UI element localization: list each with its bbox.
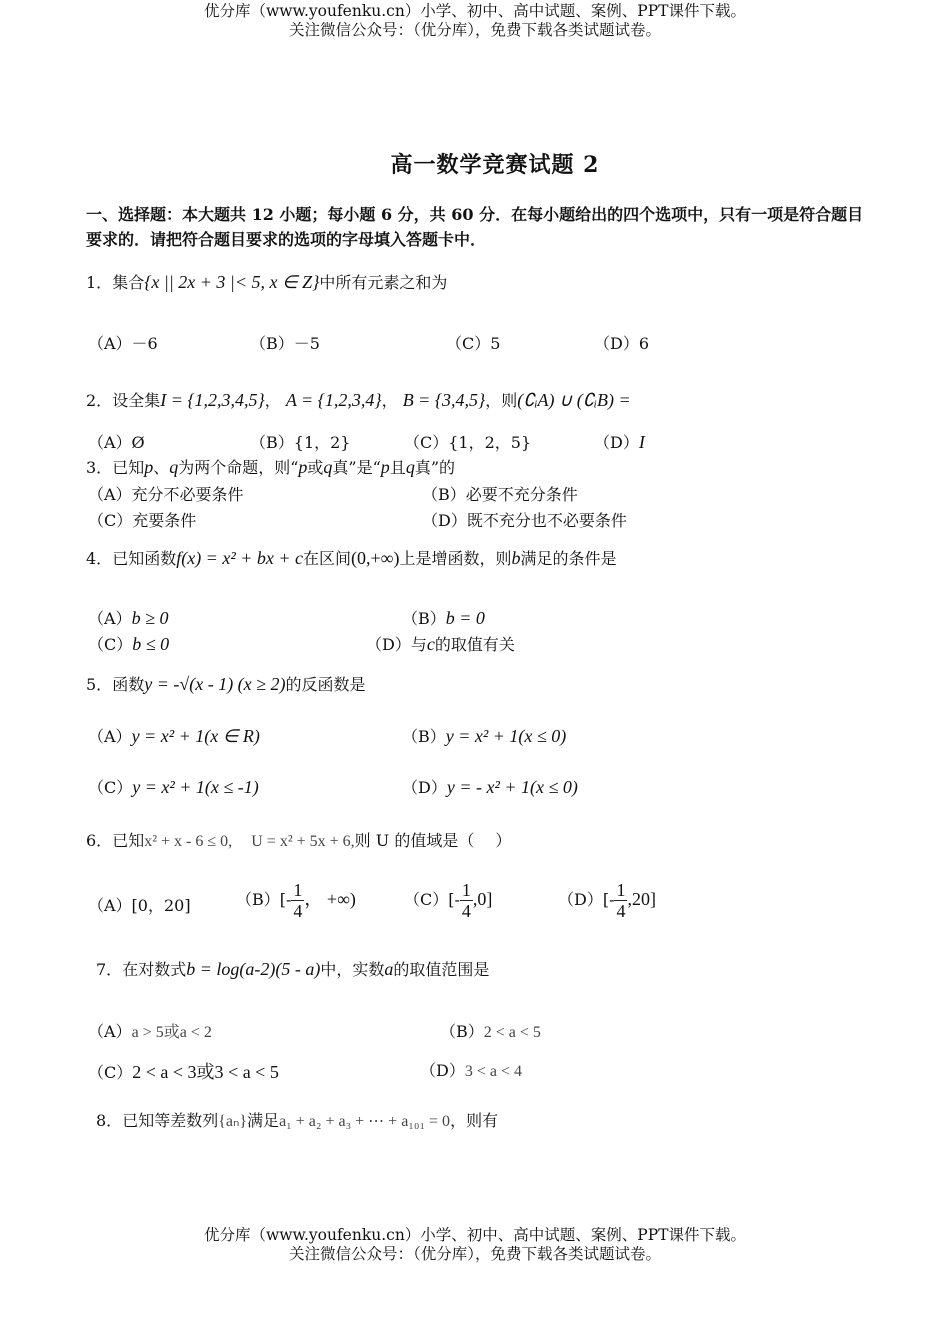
- q2-separator-2: ，: [381, 391, 398, 410]
- q7-option-a: [88, 1019, 212, 1042]
- q8-number: 8．: [96, 1111, 123, 1130]
- q5-option-d: [402, 775, 578, 798]
- q4-option-a-math: b ≥ 0: [131, 608, 169, 628]
- q7-option-b: [440, 1019, 541, 1042]
- q5-option-c-label: （C）: [88, 778, 133, 797]
- q4-suffix-a: 上是增函数，则: [399, 549, 512, 568]
- q4-interval: (0,+∞): [351, 548, 400, 568]
- q6-option-b-tail: ， +∞): [304, 889, 356, 909]
- q7-prefix: 在对数式: [122, 960, 187, 979]
- q2-then: ，则: [485, 391, 518, 410]
- q5-option-b-label: （B）: [402, 727, 446, 746]
- q5-option-b: [402, 724, 566, 747]
- q8-sequence: {aₙ}: [218, 1113, 248, 1130]
- q1-number: 1．: [86, 273, 113, 292]
- q8-suffix: ，则有: [450, 1111, 499, 1130]
- q3-option-c: （C）充要条件: [88, 511, 197, 530]
- q2-set-i: I = {1,2,3,4,5}: [160, 390, 265, 410]
- q4-option-c-math: b ≤ 0: [132, 634, 170, 654]
- q2-prefix: 设全集: [112, 391, 161, 410]
- q2-set-a: A = {1,2,3,4}: [285, 390, 382, 410]
- header-line-1: 优分库（www.youfenku.cn）小学、初中、高中试题、案例、PPT课件下载。: [203, 2, 747, 20]
- page-footer: [0, 1226, 950, 1264]
- q3-option-d: （D）既不充分也不必要条件: [422, 511, 627, 530]
- q1-option-c: （C）5: [446, 334, 501, 353]
- q4-option-b-label: （B）: [402, 609, 446, 628]
- q7-option-a-label: （A）: [88, 1022, 132, 1041]
- q6-option-c-tail: ,0]: [472, 889, 493, 909]
- q4-suffix-b: 满足的条件是: [520, 549, 617, 568]
- q7-number: 7．: [96, 960, 123, 979]
- q7-option-c-label: （C）: [88, 1063, 133, 1082]
- q1-option-a: （A）－6: [88, 334, 158, 353]
- q3-number: 3．: [86, 458, 113, 477]
- q6-option-b-numerator: 1: [293, 880, 303, 900]
- q5-option-b-math: y = x² + 1(x ≤ 0): [445, 726, 567, 746]
- q3-text-e: 真”是“: [332, 458, 381, 477]
- q3-p-2: p: [298, 457, 308, 477]
- question-7: [96, 957, 489, 980]
- q7-option-c: [88, 1058, 279, 1084]
- q6-option-d-denominator: 4: [616, 901, 626, 921]
- q7-option-a-math: a > 5或a < 2: [131, 1024, 212, 1041]
- question-4: [86, 546, 617, 569]
- q1-set: {x || 2x + 3 |< 5, x ∈ Z}: [144, 272, 320, 292]
- q2-number: 2．: [86, 391, 113, 410]
- q3-p-3: p: [380, 457, 390, 477]
- q2-option-a: （A）Ø: [88, 433, 145, 452]
- footer-line-2: 关注微信公众号：（优分库），免费下载各类试题试卷。: [288, 1245, 661, 1263]
- q1-option-b: （B）－5: [250, 334, 320, 353]
- q7-option-d-math: 3 < a < 4: [464, 1063, 522, 1080]
- q3-text-a: 已知: [112, 458, 145, 477]
- q6-option-d-label: （D）[-: [558, 890, 615, 909]
- q5-option-d-label: （D）: [402, 778, 447, 797]
- q2-option-b: （B）{1，2}: [250, 433, 351, 452]
- q6-condition: x² + x - 6 ≤ 0,: [144, 833, 233, 850]
- q4-number: 4．: [86, 549, 113, 568]
- question-5: [86, 672, 366, 695]
- q4-option-a-label: （A）: [88, 609, 132, 628]
- q5-function: y = -√(x - 1) (x ≥ 2): [144, 674, 286, 694]
- q6-option-b-denominator: 4: [293, 901, 303, 921]
- q7-option-b-label: （B）: [440, 1022, 484, 1041]
- page-header: [0, 2, 950, 40]
- q7-option-d-label: （D）: [420, 1061, 465, 1080]
- header-line-2: 关注微信公众号：（优分库），免费下载各类试题试卷。: [288, 21, 661, 39]
- q6-option-c-fraction: [460, 880, 473, 921]
- q6-option-c-denominator: 4: [461, 901, 471, 921]
- q3-text-c: 为两个命题，则“: [178, 458, 299, 477]
- q8-expression: a₁ + a₂ + a₃ + ⋯ + a₁₀₁ = 0: [279, 1113, 451, 1130]
- q4-prefix: 已知函数: [112, 549, 177, 568]
- question-2: [86, 388, 631, 411]
- q6-option-c-label: （C）[-: [404, 890, 460, 909]
- q3-text-g: 真”的: [414, 458, 455, 477]
- q3-option-b: （B）必要不充分条件: [422, 485, 578, 504]
- q5-option-c: [88, 775, 259, 798]
- question-1: [86, 270, 447, 293]
- q6-suffix: 则 U 的值域是（ ）: [354, 831, 512, 850]
- q5-option-d-math: y = - x² + 1(x ≤ 0): [446, 777, 578, 797]
- q6-u-expression: U = x² + 5x + 6,: [251, 833, 355, 850]
- q3-p-1: p: [144, 457, 154, 477]
- question-8: [96, 1108, 498, 1131]
- q6-option-a: （A）[0，20]: [88, 896, 191, 915]
- q2-option-d-math: I: [638, 432, 645, 452]
- q5-number: 5．: [86, 675, 113, 694]
- q3-option-a: （A）充分不必要条件: [88, 485, 244, 504]
- q6-option-d-fraction: [614, 880, 627, 921]
- q5-prefix: 函数: [112, 675, 145, 694]
- q7-option-b-math: 2 < a < 5: [483, 1024, 541, 1041]
- q6-option-c: [404, 880, 492, 921]
- q6-option-d: [558, 880, 656, 921]
- q3-q-2: q: [323, 457, 333, 477]
- q7-mid: 中，实数: [320, 960, 385, 979]
- q3-q-1: q: [169, 457, 179, 477]
- q2-option-d: [594, 430, 645, 453]
- q6-option-c-numerator: 1: [461, 880, 471, 900]
- q6-option-b-fraction: [291, 880, 304, 921]
- q4-option-c-label: （C）: [88, 635, 133, 654]
- q2-separator-1: ，: [264, 391, 281, 410]
- question-6: [86, 828, 511, 851]
- q2-set-b: B = {3,4,5}: [402, 390, 486, 410]
- q3-text-f: 且: [389, 458, 406, 477]
- q4-function: f(x) = x² + bx + c: [176, 548, 303, 568]
- question-3: [86, 455, 455, 478]
- q3-q-3: q: [405, 457, 415, 477]
- q8-prefix: 已知等差数列: [122, 1111, 219, 1130]
- q2-expression: (∁ᵢA) ∪ (∁ᵢB) =: [517, 390, 631, 410]
- q8-mid: 满足: [247, 1111, 280, 1130]
- footer-line-1: 优分库（www.youfenku.cn）小学、初中、高中试题、案例、PPT课件下载。: [203, 1226, 747, 1244]
- q3-text-b: 、: [153, 458, 170, 477]
- q7-a: a: [384, 959, 394, 979]
- q2-option-d-label: （D）: [594, 433, 639, 452]
- q4-option-b-math: b = 0: [445, 608, 485, 628]
- q7-suffix: 的取值范围是: [393, 960, 490, 979]
- q2-option-c: （C）{1，2，5}: [404, 433, 532, 452]
- q6-number: 6．: [86, 831, 113, 850]
- q6-option-b-label: （B）[-: [236, 890, 292, 909]
- q5-option-c-math: y = x² + 1(x ≤ -1): [132, 777, 259, 797]
- q4-option-b: [402, 606, 485, 629]
- q4-option-c: [88, 632, 169, 655]
- q4-option-d-label: （D）与: [366, 635, 427, 654]
- q1-prefix: 集合: [112, 273, 145, 292]
- q1-option-d: （D）6: [594, 334, 650, 353]
- q6-option-d-numerator: 1: [616, 880, 626, 900]
- q5-suffix: 的反函数是: [285, 675, 366, 694]
- q5-option-a-label: （A）: [88, 727, 132, 746]
- q4-option-a: [88, 606, 168, 629]
- q5-option-a-math: y = x² + 1(x ∈ R): [131, 726, 260, 746]
- q7-expression: b = log(a-2)(5 - a): [186, 959, 321, 979]
- q4-mid: 在区间: [303, 549, 352, 568]
- q4-option-d-math: c: [426, 634, 435, 654]
- q4-option-d-suffix: 的取值有关: [434, 635, 515, 654]
- q6-option-d-tail: ,20]: [627, 889, 656, 909]
- q3-text-d: 或: [307, 458, 324, 477]
- q4-b: b: [511, 548, 521, 568]
- q4-option-d: [366, 632, 515, 655]
- q7-option-d: [420, 1058, 522, 1081]
- page-title: 高一数学竞赛试题 2: [390, 152, 600, 178]
- q1-suffix: 中所有元素之和为: [319, 273, 448, 292]
- q6-option-b: [236, 880, 356, 921]
- q5-option-a: [88, 724, 260, 747]
- q7-option-c-math: 2 < a < 3或3 < a < 5: [132, 1062, 279, 1082]
- section-heading: 一、选择题：本大题共 12 小题；每小题 6 分，共 60 分．在每小题给出的四个选项中，只有一项是符合题目要求的．请把符合题目要求的选项的字母填入答题卡中．: [86, 205, 864, 249]
- q6-prefix: 已知: [112, 831, 145, 850]
